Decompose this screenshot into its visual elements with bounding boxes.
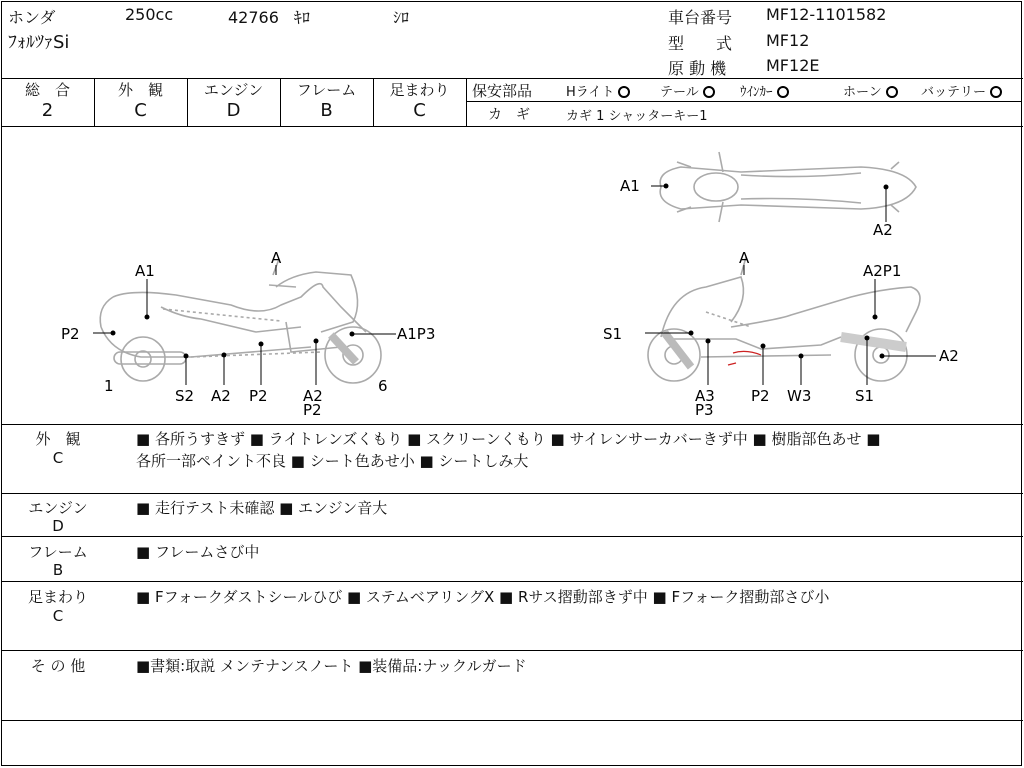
right-label-a1: A1 <box>620 177 640 195</box>
remark-text: ■書類:取説 メンテナンスノート ■装備品:ナックルガード <box>136 657 527 675</box>
remark-label: フレーム <box>28 543 88 561</box>
frame-no-label: 車台番号 <box>668 8 733 27</box>
right-label-p2: P2 <box>751 387 770 405</box>
right-label-a2: A2 <box>939 347 959 365</box>
mileage-unit: ｷﾛ <box>294 8 311 27</box>
remark-text: 各所一部ペイント不良 ■ シート色あせ小 ■ シートしみ大 <box>136 452 529 470</box>
left-label-a: A <box>271 249 282 267</box>
remark-grade: C <box>52 449 64 467</box>
right-label-s1: S1 <box>603 325 623 343</box>
horn-check <box>843 81 898 100</box>
remark-text: ■ 各所うすきず ■ ライトレンズくもり ■ スクリーンくもり ■ サイレンサーカバーきず中 ■ 樹脂部色あせ ■ <box>136 430 881 448</box>
tail-label: テール <box>660 85 699 100</box>
remark-text: ■ フレームさび中 <box>136 543 260 561</box>
remark-text: ■ 走行テスト未確認 ■ エンジン音大 <box>136 499 388 517</box>
right-label-a2p1: A2P1 <box>863 262 902 280</box>
remark-grade: D <box>52 517 64 535</box>
remark-label: 外 観 <box>35 430 81 448</box>
engine-code: MF12E <box>766 56 820 75</box>
left-label-p2c: P2 <box>303 401 322 419</box>
remark-grade: B <box>52 561 64 579</box>
sogo-label: 総 合 <box>24 81 70 99</box>
model-label: 型 式 <box>668 34 733 53</box>
right-label-a2-top: A2 <box>873 221 893 239</box>
maker: ホンダ <box>8 8 56 27</box>
horn-label: ホーン <box>843 85 882 100</box>
engine-label: 原 動 機 <box>668 59 727 78</box>
marker-dots <box>111 184 889 359</box>
winker-check <box>740 81 789 100</box>
left-label-a1p3: A1P3 <box>397 325 436 343</box>
ashi-grade-label: 足まわり <box>389 81 450 99</box>
left-label-s2: S2 <box>175 387 195 405</box>
key-label: カ ギ <box>488 107 530 123</box>
headlight-check <box>566 81 630 100</box>
displacement: 250cc <box>125 5 174 24</box>
gaikan-label: 外 観 <box>117 81 163 99</box>
ashi-grade: C <box>413 100 426 121</box>
frame-grade: B <box>320 100 333 121</box>
mileage-value: 42766 <box>228 8 279 27</box>
divider <box>1 720 1023 721</box>
right-label-p3: P3 <box>695 401 714 419</box>
damage-diagram <box>1 127 1022 424</box>
left-label-1: 1 <box>104 377 114 395</box>
color: ｼﾛ <box>393 8 410 27</box>
remark-label: そ の 他 <box>30 657 86 675</box>
key-value: カギ 1 シャッターキー1 <box>566 109 708 124</box>
ok-circle-icon <box>886 86 898 98</box>
divider <box>1 493 1023 494</box>
mileage <box>228 5 310 28</box>
divider <box>1 424 1023 425</box>
left-label-p2b: P2 <box>249 387 268 405</box>
left-label-a2b: A2 <box>303 387 323 405</box>
divider <box>466 78 467 126</box>
damage-marks <box>728 351 761 365</box>
engine-grade-label: エンジン <box>203 81 264 99</box>
battery-label: バッテリー <box>921 85 987 100</box>
divider <box>466 101 1022 102</box>
engine-grade: D <box>226 100 241 121</box>
model-code: MF12 <box>766 31 810 50</box>
frame-no: MF12-1101582 <box>766 5 887 24</box>
remark-label: 足まわり <box>27 588 88 606</box>
battery-check <box>921 81 1002 100</box>
divider <box>1 650 1023 651</box>
right-label-a3: A3 <box>695 387 715 405</box>
left-label-a2: A2 <box>211 387 231 405</box>
remark-label: エンジン <box>28 499 88 517</box>
divider <box>1 581 1023 582</box>
parts-label: 保安部品 <box>472 82 533 100</box>
left-label-6: 6 <box>378 377 388 395</box>
headlight-label: Hライト <box>566 85 615 100</box>
right-label-a: A <box>739 249 750 267</box>
tail-check <box>660 81 715 100</box>
top-scooter-drawing <box>660 152 916 222</box>
winker-label: ｳｲﾝｶｰ <box>740 85 773 100</box>
divider <box>1 536 1023 537</box>
ok-circle-icon <box>777 86 789 98</box>
left-label-a1: A1 <box>135 262 155 280</box>
model-name: ﾌｫﾙﾂｧSi <box>8 32 70 53</box>
ok-circle-icon <box>990 86 1002 98</box>
ok-circle-icon <box>618 86 630 98</box>
right-label-s1b: S1 <box>855 387 875 405</box>
gaikan-grade: C <box>134 100 147 121</box>
remark-grade: C <box>52 607 64 625</box>
remark-text: ■ Fフォークダストシールひび ■ ステムベアリングX ■ Rサス摺動部きず中 ■ Fフォーク摺動部さび小 <box>136 588 830 606</box>
sogo-grade: 2 <box>41 100 54 121</box>
ok-circle-icon <box>703 86 715 98</box>
left-label-p2: P2 <box>61 325 80 343</box>
right-label-w3: W3 <box>787 387 812 405</box>
frame-grade-label: フレーム <box>296 81 357 99</box>
